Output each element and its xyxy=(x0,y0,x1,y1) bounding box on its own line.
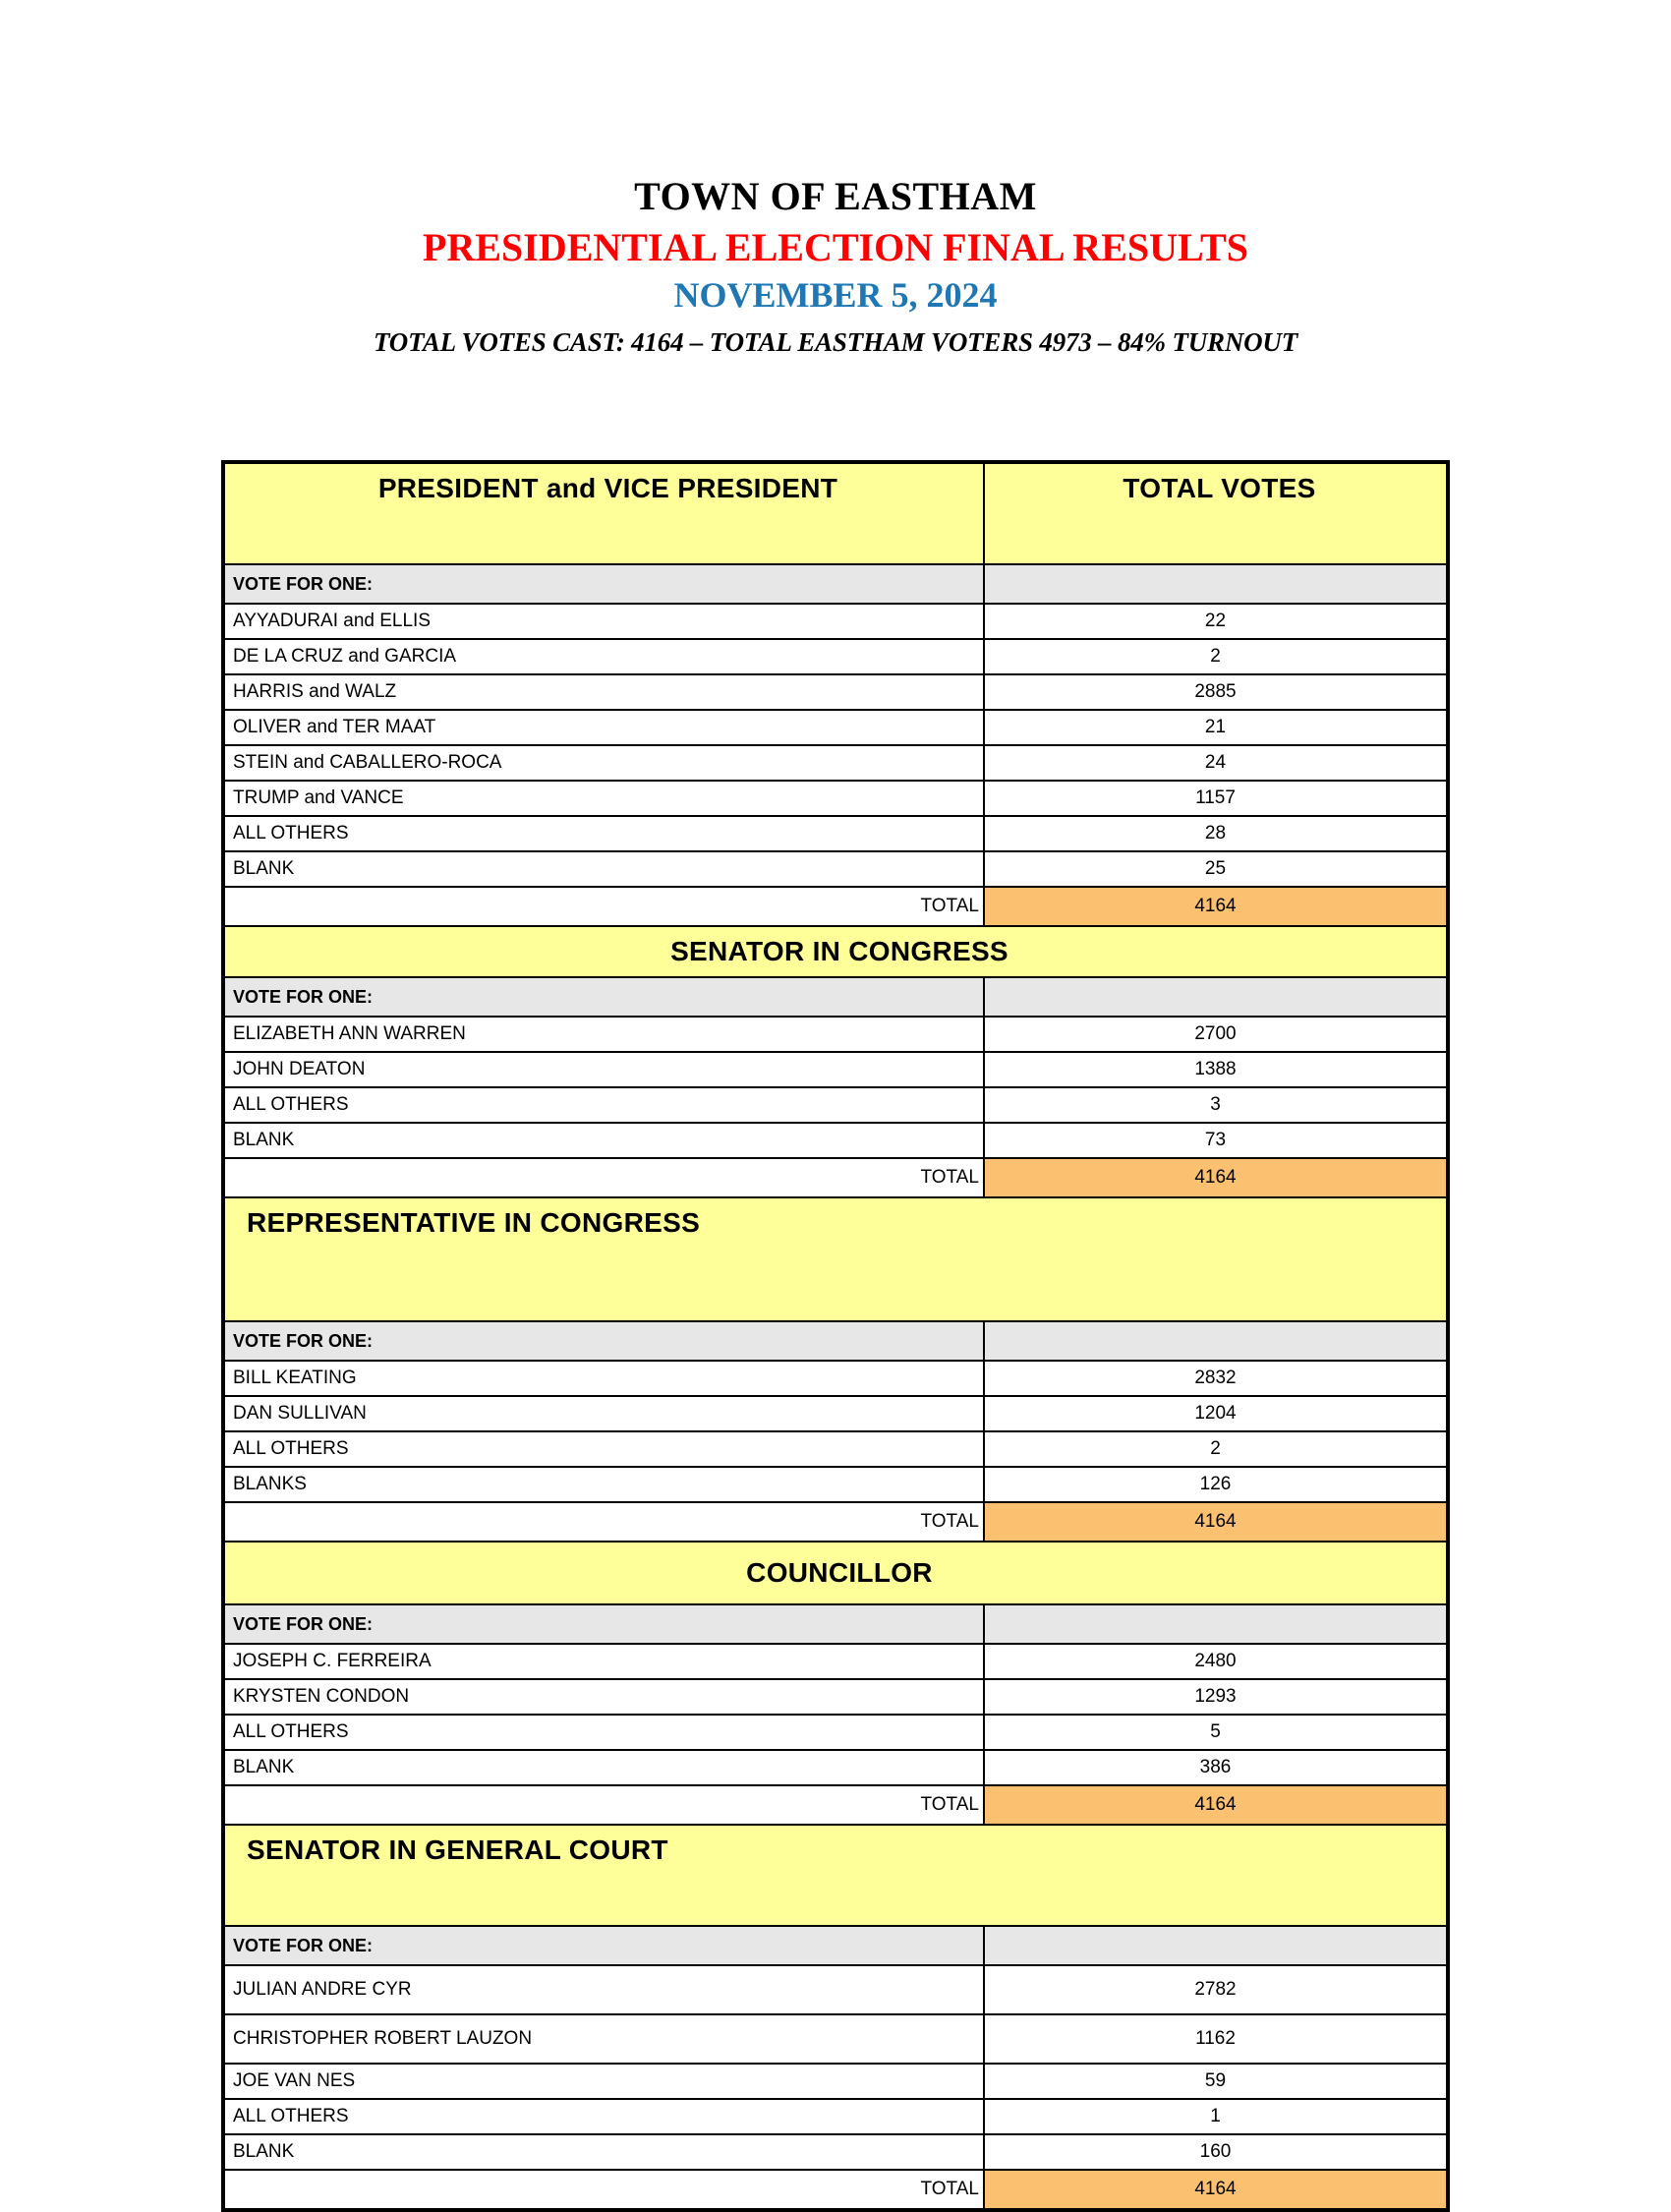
candidate-name: JOHN DEATON xyxy=(223,1052,984,1087)
candidate-votes: 1293 xyxy=(984,1679,1448,1715)
table-row xyxy=(223,604,1448,639)
candidate-votes: 5 xyxy=(984,1715,1448,1750)
total-votes-value: 4164 xyxy=(984,1158,1448,1197)
candidate-votes: 160 xyxy=(984,2134,1448,2170)
candidate-votes: 22 xyxy=(984,604,1448,639)
candidate-name: BLANK xyxy=(223,1123,984,1158)
turnout-summary: TOTAL VOTES CAST: 4164 – TOTAL EASTHAM VOTERS 4973 – 84% TURNOUT xyxy=(373,326,1298,357)
table-row xyxy=(223,1361,1448,1396)
table-row xyxy=(223,2099,1448,2134)
candidate-name: ALL OTHERS xyxy=(223,1431,984,1467)
total-row-senator-in-general-court xyxy=(223,2170,1448,2210)
total-label: TOTAL xyxy=(223,1785,984,1825)
candidate-name: ALL OTHERS xyxy=(223,1715,984,1750)
table-row xyxy=(223,1679,1448,1715)
vote-for-one-label: VOTE FOR ONE: xyxy=(223,1926,984,1965)
section-title-councillor: COUNCILLOR xyxy=(223,1542,1448,1604)
vote-for-one-blank-cell xyxy=(984,564,1448,604)
table-row xyxy=(223,710,1448,745)
candidate-votes: 1388 xyxy=(984,1052,1448,1087)
candidate-name: OLIVER and TER MAAT xyxy=(223,710,984,745)
vote-for-one-blank-cell xyxy=(984,1321,1448,1361)
candidate-votes: 24 xyxy=(984,745,1448,781)
document-header xyxy=(0,0,1671,358)
table-row xyxy=(223,1715,1448,1750)
table-row xyxy=(223,2064,1448,2099)
candidate-votes: 3 xyxy=(984,1087,1448,1123)
candidate-votes: 2 xyxy=(984,639,1448,674)
total-label: TOTAL xyxy=(223,1158,984,1197)
total-votes-value: 4164 xyxy=(984,887,1448,926)
candidate-name: BILL KEATING xyxy=(223,1361,984,1396)
table-row xyxy=(223,1965,1448,2014)
vote-for-one-label: VOTE FOR ONE: xyxy=(223,977,984,1017)
table-row xyxy=(223,639,1448,674)
table-row xyxy=(223,1396,1448,1431)
candidate-name: DAN SULLIVAN xyxy=(223,1396,984,1431)
table-row xyxy=(223,851,1448,887)
candidate-votes: 2 xyxy=(984,1431,1448,1467)
total-votes-value: 4164 xyxy=(984,1502,1448,1542)
candidate-name: BLANKS xyxy=(223,1467,984,1502)
candidate-votes: 25 xyxy=(984,851,1448,887)
title-town: TOWN OF EASTHAM xyxy=(634,174,1037,218)
vote-for-one-label: VOTE FOR ONE: xyxy=(223,1321,984,1361)
total-label: TOTAL xyxy=(223,1502,984,1542)
total-row-president xyxy=(223,887,1448,926)
vote-for-one-blank-cell xyxy=(984,1926,1448,1965)
candidate-votes: 1 xyxy=(984,2099,1448,2134)
candidate-name: BLANK xyxy=(223,2134,984,2170)
candidate-votes: 1157 xyxy=(984,781,1448,816)
section-title-president: PRESIDENT and VICE PRESIDENT xyxy=(223,462,984,564)
vote-for-one-label: VOTE FOR ONE: xyxy=(223,564,984,604)
table-row xyxy=(223,1431,1448,1467)
candidate-votes: 21 xyxy=(984,710,1448,745)
table-row xyxy=(223,1087,1448,1123)
candidate-name: HARRIS and WALZ xyxy=(223,674,984,710)
vote-for-one-row-representative-in-congress xyxy=(223,1321,1448,1361)
candidate-votes: 1162 xyxy=(984,2014,1448,2064)
total-row-representative-in-congress xyxy=(223,1502,1448,1542)
candidate-name: ALL OTHERS xyxy=(223,1087,984,1123)
candidate-name: ALL OTHERS xyxy=(223,816,984,851)
candidate-votes: 1204 xyxy=(984,1396,1448,1431)
candidate-votes: 73 xyxy=(984,1123,1448,1158)
candidate-name: CHRISTOPHER ROBERT LAUZON xyxy=(223,2014,984,2064)
table-row xyxy=(223,1123,1448,1158)
candidate-name: BLANK xyxy=(223,851,984,887)
candidate-name: KRYSTEN CONDON xyxy=(223,1679,984,1715)
vote-for-one-row-councillor xyxy=(223,1604,1448,1644)
candidate-name: TRUMP and VANCE xyxy=(223,781,984,816)
total-row-councillor xyxy=(223,1785,1448,1825)
vote-for-one-label: VOTE FOR ONE: xyxy=(223,1604,984,1644)
table-row xyxy=(223,1644,1448,1679)
candidate-name: JOSEPH C. FERREIRA xyxy=(223,1644,984,1679)
candidate-votes: 2885 xyxy=(984,674,1448,710)
title-date: NOVEMBER 5, 2024 xyxy=(673,274,998,315)
candidate-name: ELIZABETH ANN WARREN xyxy=(223,1017,984,1052)
results-table-container xyxy=(221,460,1446,2212)
table-row xyxy=(223,1052,1448,1087)
table-row xyxy=(223,1017,1448,1052)
section-header-senator-in-general-court xyxy=(223,1825,1448,1926)
section-header-president xyxy=(223,462,1448,564)
table-row xyxy=(223,745,1448,781)
table-row xyxy=(223,674,1448,710)
results-table xyxy=(221,460,1450,2212)
table-row xyxy=(223,781,1448,816)
vote-for-one-row-senator-in-congress xyxy=(223,977,1448,1017)
vote-for-one-blank-cell xyxy=(984,1604,1448,1644)
candidate-votes: 126 xyxy=(984,1467,1448,1502)
candidate-votes: 2782 xyxy=(984,1965,1448,2014)
vote-for-one-row-president xyxy=(223,564,1448,604)
candidate-name: BLANK xyxy=(223,1750,984,1785)
section-title-senator-in-congress: SENATOR IN CONGRESS xyxy=(223,926,1448,977)
section-header-senator-in-congress xyxy=(223,926,1448,977)
total-label: TOTAL xyxy=(223,887,984,926)
total-row-senator-in-congress xyxy=(223,1158,1448,1197)
candidate-votes: 2700 xyxy=(984,1017,1448,1052)
candidate-votes: 2480 xyxy=(984,1644,1448,1679)
vote-for-one-row-senator-in-general-court xyxy=(223,1926,1448,1965)
column-header-total-votes: TOTAL VOTES xyxy=(984,462,1448,564)
section-header-representative-in-congress xyxy=(223,1197,1448,1321)
candidate-votes: 386 xyxy=(984,1750,1448,1785)
total-votes-value: 4164 xyxy=(984,1785,1448,1825)
total-label: TOTAL xyxy=(223,2170,984,2210)
table-row xyxy=(223,2014,1448,2064)
table-row xyxy=(223,2134,1448,2170)
candidate-votes: 2832 xyxy=(984,1361,1448,1396)
candidate-name: JULIAN ANDRE CYR xyxy=(223,1965,984,2014)
candidate-votes: 28 xyxy=(984,816,1448,851)
table-row xyxy=(223,816,1448,851)
section-title-senator-in-general-court: SENATOR IN GENERAL COURT xyxy=(223,1825,1448,1926)
section-header-councillor xyxy=(223,1542,1448,1604)
section-title-representative-in-congress: REPRESENTATIVE IN CONGRESS xyxy=(223,1197,1448,1321)
total-votes-value: 4164 xyxy=(984,2170,1448,2210)
table-row xyxy=(223,1467,1448,1502)
candidate-name: ALL OTHERS xyxy=(223,2099,984,2134)
candidate-name: DE LA CRUZ and GARCIA xyxy=(223,639,984,674)
vote-for-one-blank-cell xyxy=(984,977,1448,1017)
title-election: PRESIDENTIAL ELECTION FINAL RESULTS xyxy=(423,224,1248,269)
candidate-votes: 59 xyxy=(984,2064,1448,2099)
candidate-name: JOE VAN NES xyxy=(223,2064,984,2099)
candidate-name: AYYADURAI and ELLIS xyxy=(223,604,984,639)
table-row xyxy=(223,1750,1448,1785)
candidate-name: STEIN and CABALLERO-ROCA xyxy=(223,745,984,781)
